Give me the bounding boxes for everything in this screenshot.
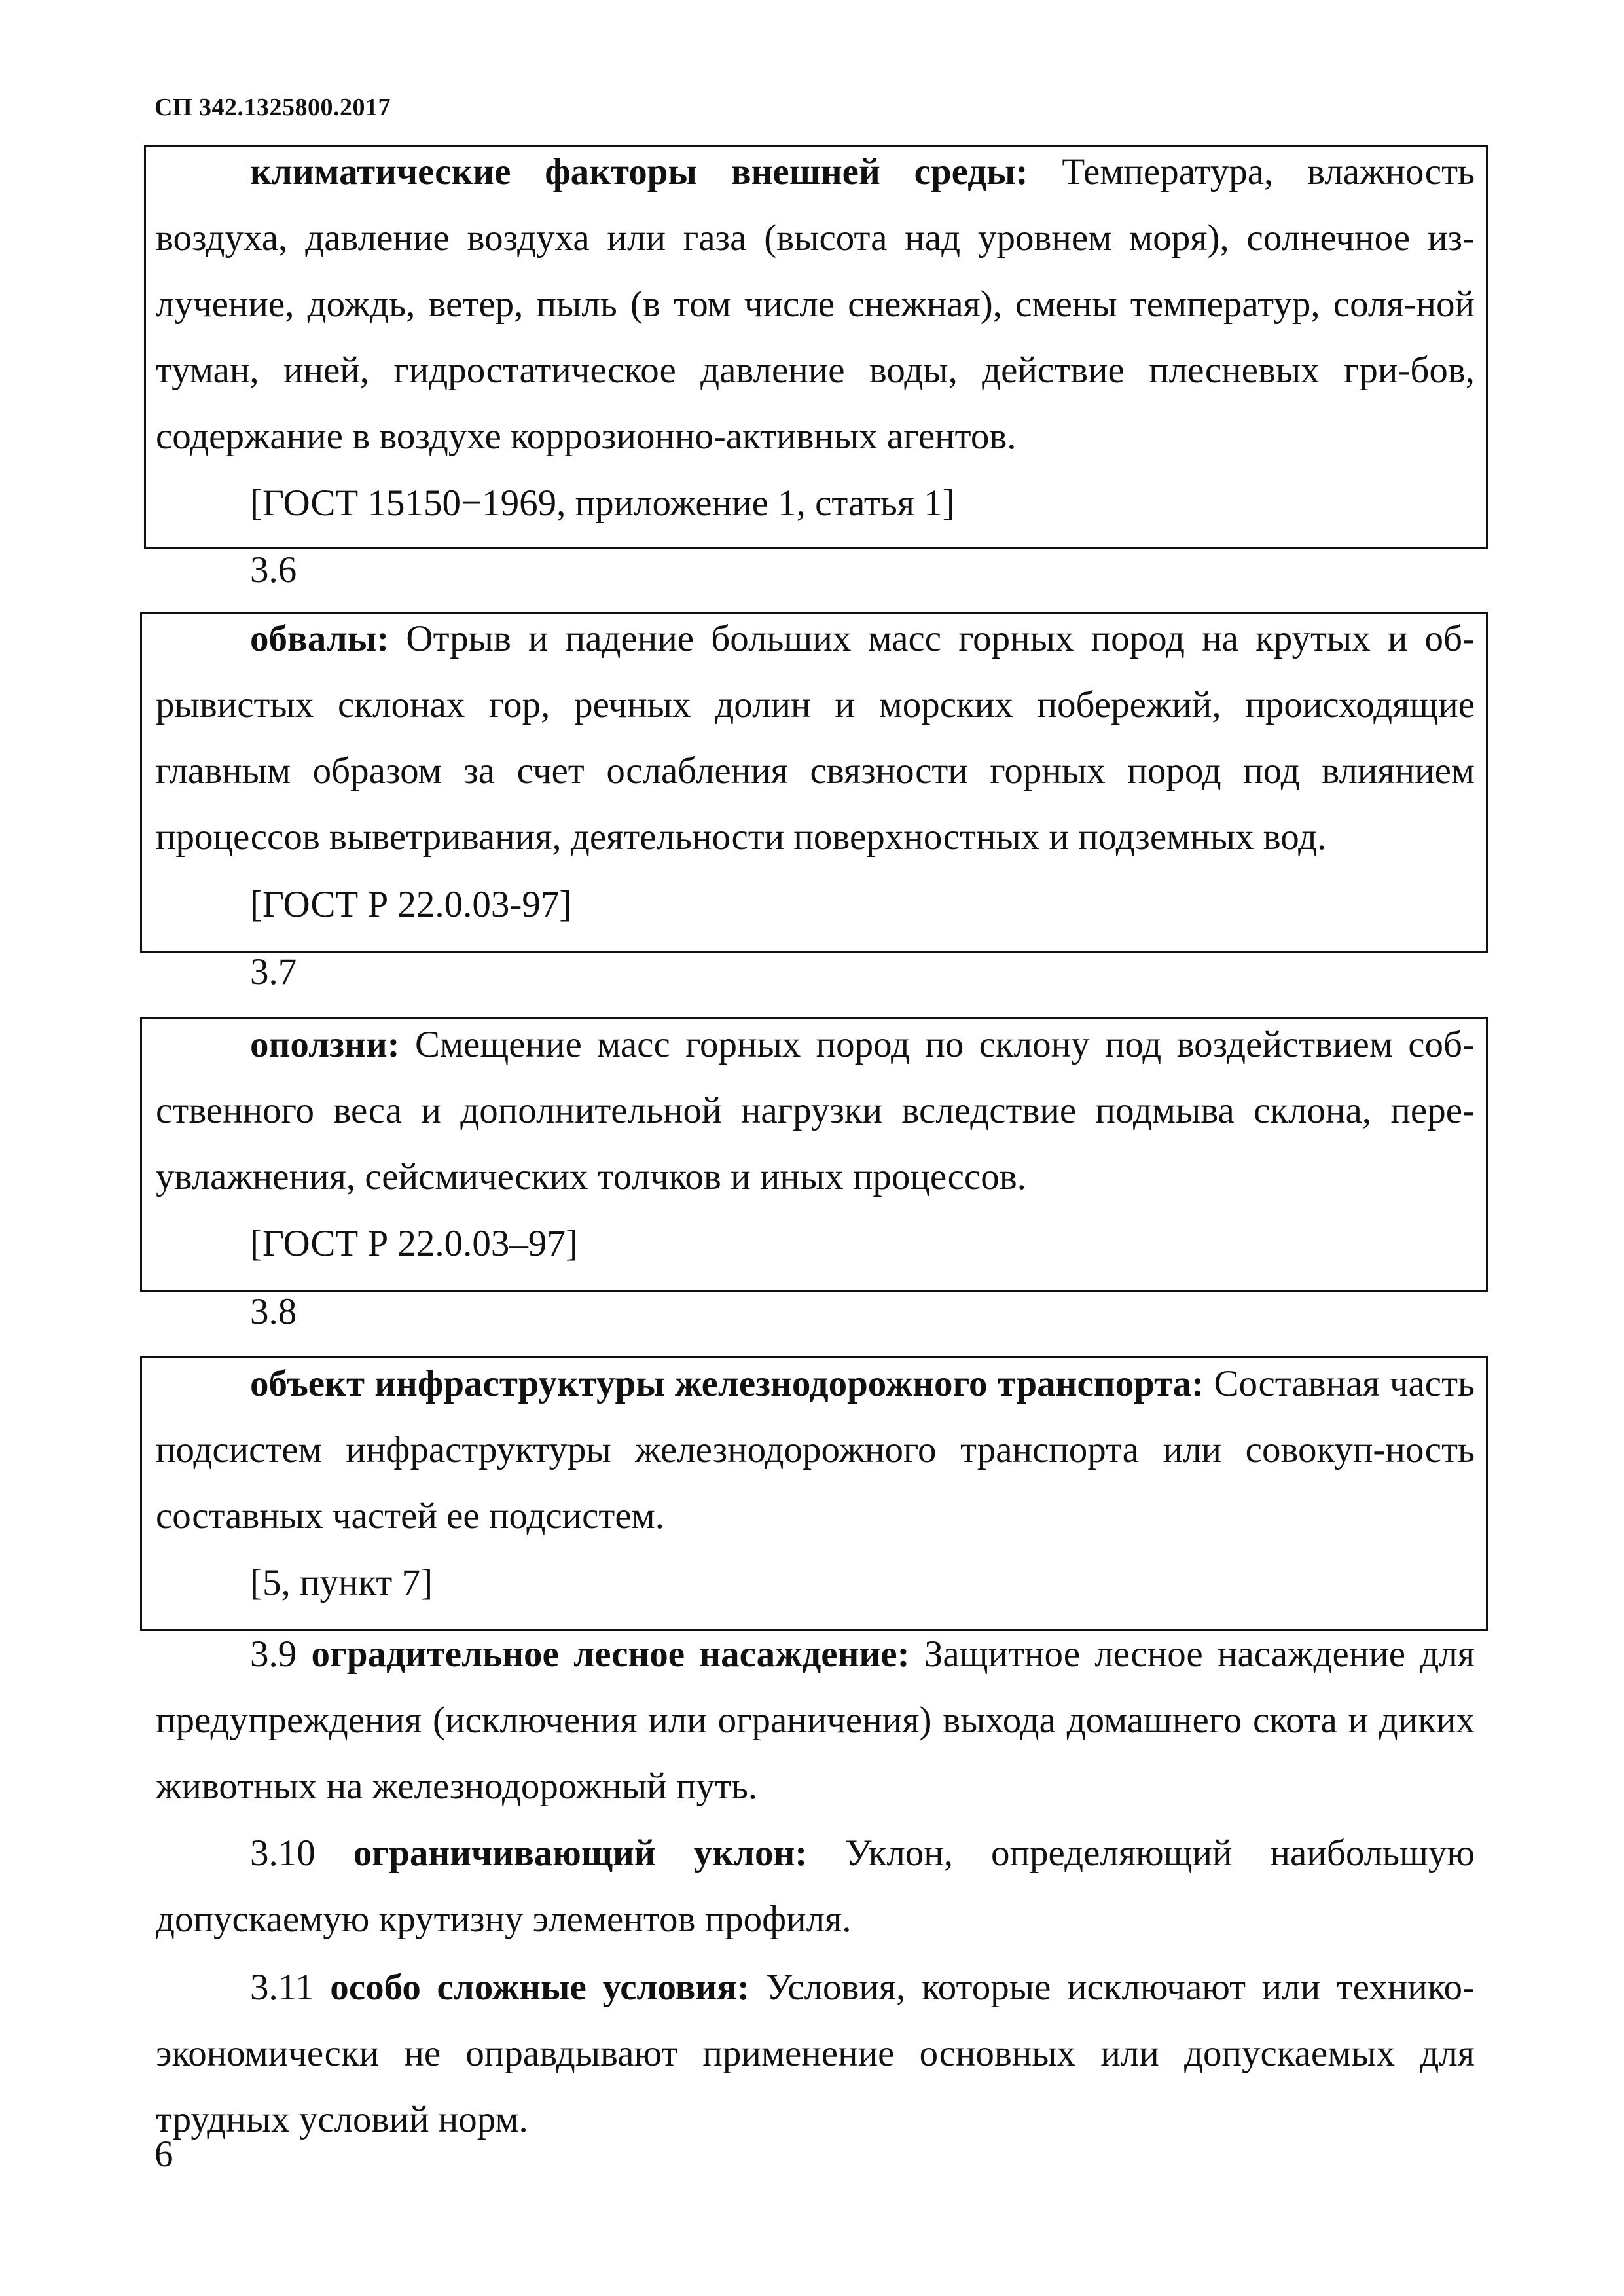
term-3-5-title: климатические факторы внешней среды:: [250, 151, 1028, 192]
clause-number-3-7: 3.7: [250, 951, 297, 993]
document-header: СП 342.1325800.2017: [154, 94, 391, 121]
term-3-11-title: особо сложные условия:: [330, 1967, 750, 2008]
term-3-10-text: [156, 1820, 1475, 1952]
term-3-6-text: [156, 606, 1475, 870]
clause-number-3-10: 3.10: [250, 1832, 316, 1874]
term-3-9-text: [156, 1621, 1475, 1819]
term-3-10-title: ограничивающий уклон:: [353, 1832, 808, 1874]
clause-number-3-9: 3.9: [250, 1633, 297, 1675]
term-3-8-title: объект инфраструктуры железнодорожного транспорта:: [250, 1363, 1204, 1404]
clause-number-3-6: 3.6: [250, 549, 297, 591]
term-3-6-source: [ГОСТ Р 22.0.03-97]: [250, 884, 572, 925]
term-3-11-definition: Условия, которые исключают или технико-экономически не оправдывают применение основных или допускаемых для трудных условий норм.: [156, 1967, 1475, 2140]
term-3-7-definition: Смещение масс горных пород по склону под воздействием соб-ственного веса и дополнительной нагрузки вследствие подмыва склона, пере-увлажнения, сейсмических толчков и иных процессов.: [156, 1024, 1475, 1197]
term-3-9-definition: Защитное лесное насаждение для предупреждения (исключения или ограничения) выхода домашнего скота и диких животных на железнодорожный путь.: [156, 1633, 1475, 1807]
clause-number-3-8: 3.8: [250, 1291, 297, 1332]
term-3-5-definition: Температура, влажность воздуха, давление воздуха или газа (высота над уровнем моря), солнечное из-лучение, дождь, ветер, пыль (в том числе снежная), смены температур, соля-ной туман, иней, гидростатическое давление воды, действие плесневых гри-бов, содержание в воздухе коррозионно-активных агентов.: [156, 151, 1475, 457]
term-3-7-title: оползни:: [250, 1024, 400, 1065]
clause-number-3-11: 3.11: [250, 1967, 314, 2008]
term-3-6-definition: Отрыв и падение больших масс горных пород на крутых и об-рывистых склонах гор, речных долин и морских побережий, происходящие главным образом за счет ослабления связности горных пород под влиянием процессов выветривания, деятельности поверхностных и подземных вод.: [156, 618, 1475, 858]
term-3-8-text: [156, 1351, 1475, 1549]
term-3-5-text: [156, 139, 1475, 469]
page-number: 6: [154, 2134, 173, 2175]
term-3-7-text: [156, 1011, 1475, 1210]
term-3-10-definition: Уклон, определяющий наибольшую допускаемую крутизну элементов профиля.: [156, 1832, 1475, 1940]
term-3-7-source: [ГОСТ Р 22.0.03–97]: [250, 1223, 578, 1264]
term-3-5-source: [ГОСТ 15150−1969, приложение 1, статья 1]: [250, 483, 955, 524]
term-3-8-definition: Составная часть подсистем инфраструктуры железнодорожного транспорта или совокуп-ность составных частей ее подсистем.: [156, 1363, 1475, 1537]
term-3-8-source: [5, пункт 7]: [250, 1562, 433, 1603]
term-3-6-title: обвалы:: [250, 618, 389, 659]
term-3-9-title: оградительное лесное насаждение:: [311, 1633, 910, 1675]
term-3-11-text: [156, 1954, 1475, 2153]
